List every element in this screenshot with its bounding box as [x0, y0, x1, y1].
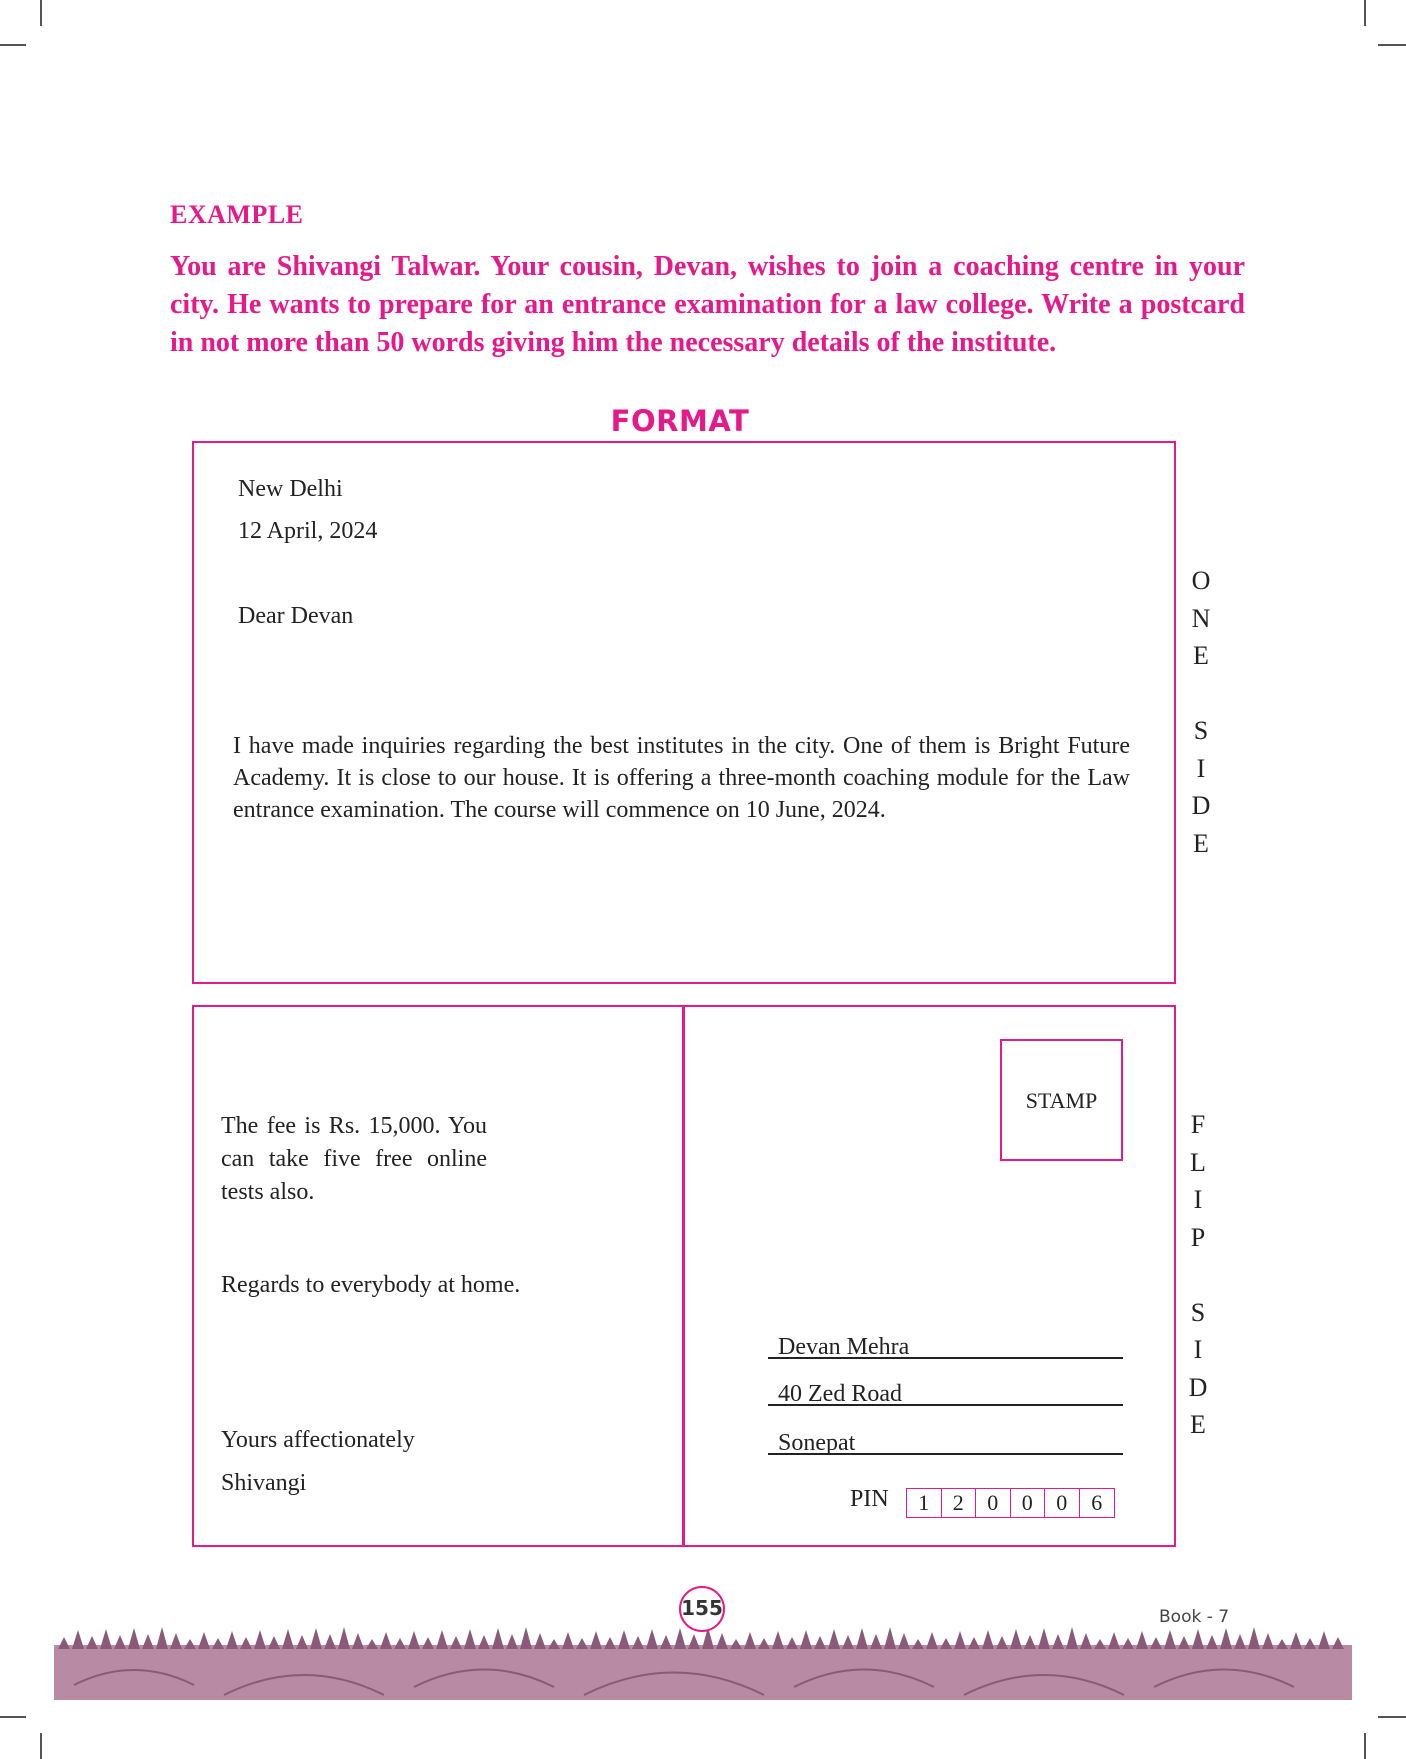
one-side-letter: D [1191, 791, 1211, 820]
example-heading-text: EXAMPLE [170, 200, 304, 229]
pin-label: PIN [850, 1486, 889, 1512]
one-side-letter: E [1193, 828, 1209, 858]
one-side-letter: I [1196, 753, 1206, 783]
letter-body: I have made inquiries regarding the best institutes in the city. One of them is Bright Future Academy. It is close to our house. It is offering a three-month coaching module for the Law entrance examination. The course will commence on 10 June, 2024. [233, 733, 1130, 823]
address-street: 40 Zed Road [778, 1381, 902, 1407]
flip-side-letter: F [1190, 1110, 1206, 1139]
one-side-letter: S [1193, 716, 1209, 745]
crop-mark [1378, 44, 1406, 46]
address-city: Sonepat [778, 1430, 856, 1456]
crop-mark [40, 1733, 42, 1759]
pin-digit: 1 [907, 1489, 942, 1517]
stamp-label: STAMP [1025, 1088, 1098, 1113]
flip-side-divider [682, 1005, 685, 1547]
one-side-letter: N [1191, 603, 1211, 633]
crop-mark [1364, 0, 1366, 26]
address-name: Devan Mehra [778, 1334, 910, 1360]
crop-mark [40, 0, 42, 26]
signature-text: Shivangi [221, 1470, 307, 1496]
flip-side-letter: I [1193, 1335, 1203, 1364]
crop-mark [1364, 1733, 1366, 1759]
pin-digit: 0 [1045, 1489, 1080, 1517]
example-heading [170, 200, 304, 230]
flip-side-letter: S [1190, 1297, 1206, 1327]
fee-paragraph: The fee is Rs. 15,000. You can take five free online tests also. [221, 1113, 487, 1205]
place-text: New Delhi [238, 476, 343, 502]
crop-mark [0, 1716, 26, 1718]
flip-side-letter: P [1190, 1222, 1206, 1252]
address-line-street [768, 1366, 1123, 1406]
closing-text: Yours affectionately [221, 1427, 415, 1453]
one-side-letter [1181, 675, 1221, 713]
crop-mark [0, 44, 26, 46]
one-side-letter: O [1191, 566, 1211, 595]
address-line-name [768, 1319, 1123, 1359]
flip-side-letter: D [1188, 1372, 1208, 1402]
address-line-city [768, 1415, 1123, 1455]
regards-text: Regards to everybody at home. [221, 1272, 521, 1298]
one-side-label [1181, 562, 1221, 862]
crop-mark [1378, 1716, 1406, 1718]
flip-side-label [1178, 1106, 1218, 1444]
task-prompt: You are Shivangi Talwar. Your cousin, Devan, wishes to join a coaching centre in your city. He wants to prepare for an entrance examination for a law college. Write a postcard in not more than 50 words giving him the necessary details of the institute. [170, 251, 1245, 358]
pin-code-boxes [906, 1488, 1115, 1518]
date-text: 12 April, 2024 [238, 518, 378, 544]
pin-digit: 0 [1011, 1489, 1046, 1517]
one-side-letter: E [1193, 641, 1209, 670]
flip-side-letter: I [1193, 1185, 1203, 1214]
flip-side-letter: L [1190, 1147, 1206, 1177]
stamp-box [1000, 1039, 1123, 1161]
pin-digit: 6 [1091, 1490, 1103, 1515]
flip-side-letter [1178, 1256, 1218, 1294]
pin-digit: 2 [942, 1489, 977, 1517]
format-title: FORMAT [610, 404, 750, 438]
pin-digit: 0 [976, 1489, 1011, 1517]
salutation-text: Dear Devan [238, 603, 354, 629]
flip-side-letter: E [1190, 1410, 1206, 1439]
page-number: 155 [679, 1586, 725, 1632]
book-label: Book - 7 [1159, 1607, 1230, 1627]
